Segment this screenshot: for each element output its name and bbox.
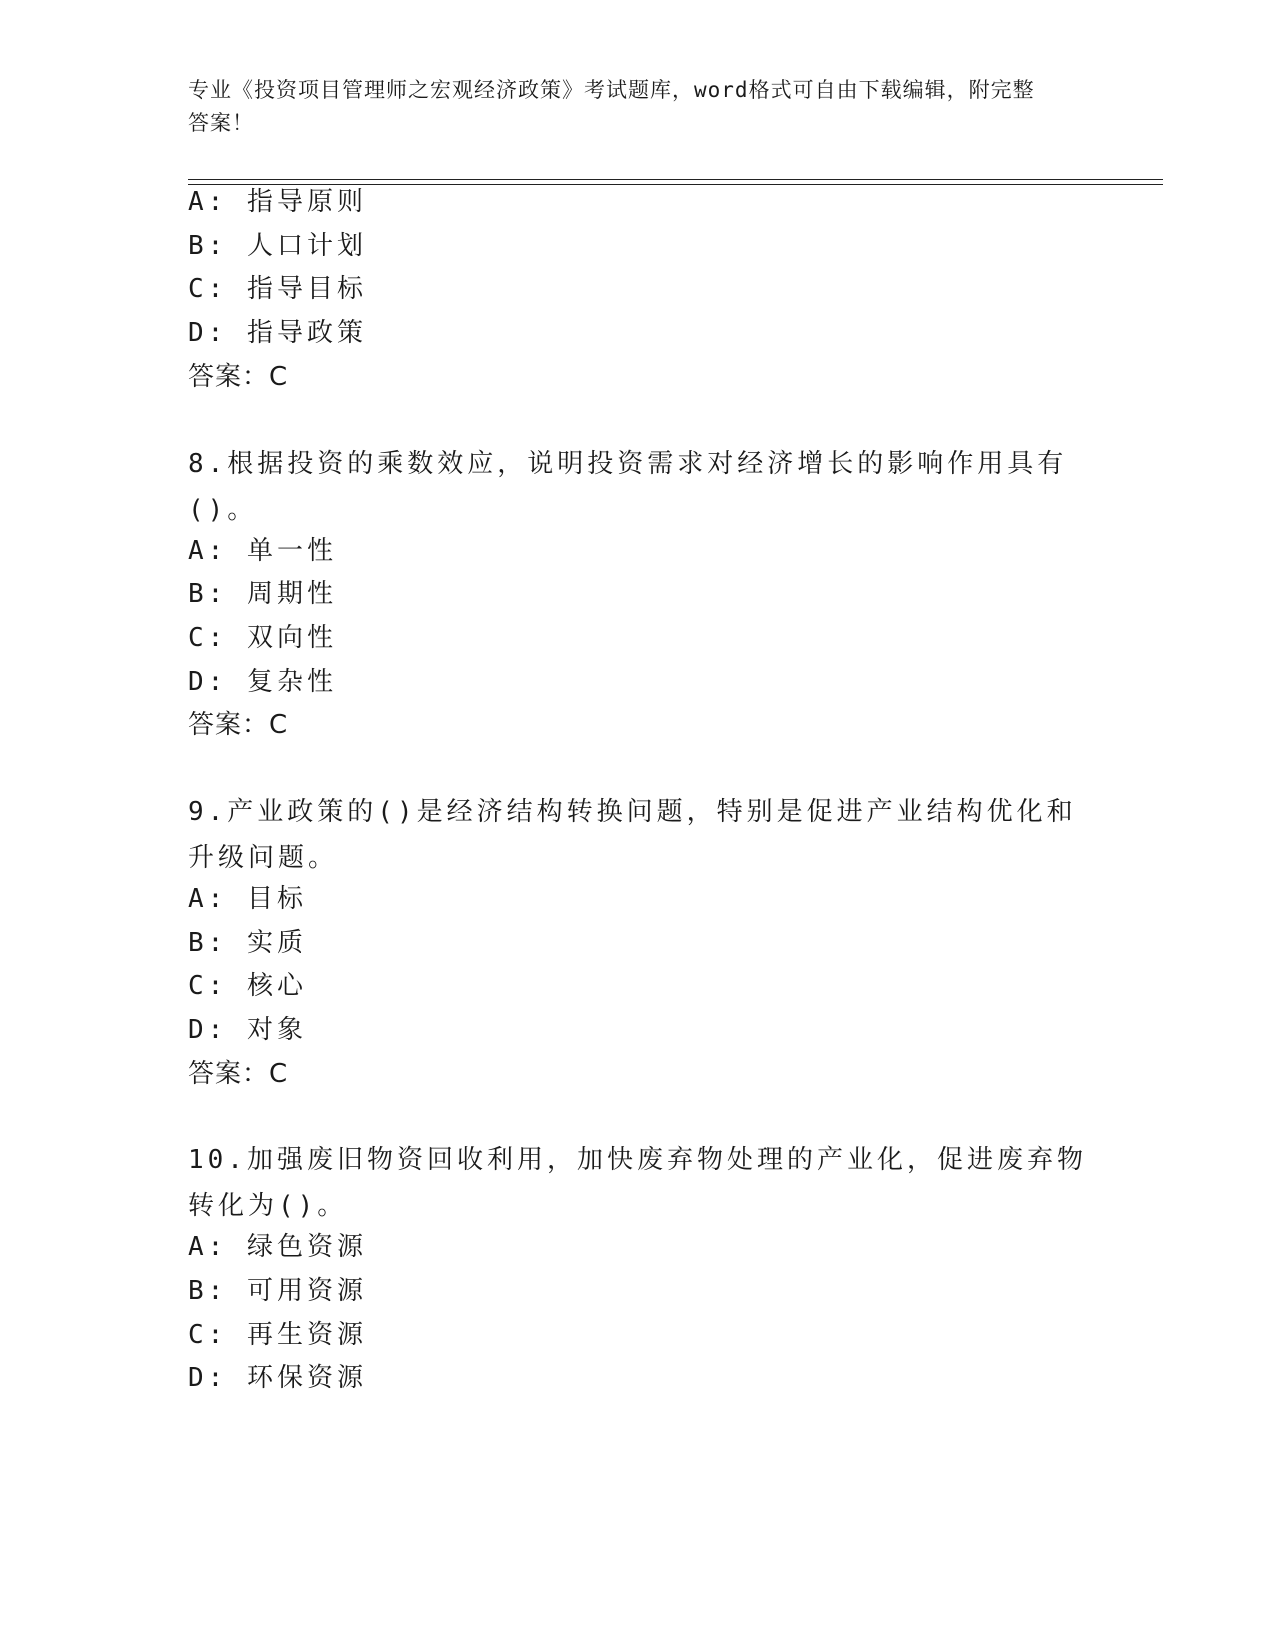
q9-option-b: B: 实质 <box>188 928 307 958</box>
q8-option-c: C: 双向性 <box>188 623 337 653</box>
q7-option-b: B: 人口计划 <box>188 231 367 261</box>
q9-option-c: C: 核心 <box>188 971 307 1001</box>
q8-stem: 8.根据投资的乘数效应，说明投资需求对经济增长的影响作用具有()。 <box>188 449 1068 525</box>
q8-option-b: B: 周期性 <box>188 579 337 609</box>
document-intro: 专业《投资项目管理师之宏观经济政策》考试题库，word格式可自由下载编辑，附完整答案！ <box>188 78 1035 135</box>
q10-option-b: B: 可用资源 <box>188 1276 367 1306</box>
q7-answer: 答案：C <box>188 362 289 392</box>
q8-option-d: D: 复杂性 <box>188 667 337 697</box>
q9-option-d: D: 对象 <box>188 1015 307 1045</box>
q10-stem: 10.加强废旧物资回收利用，加快废弃物处理的产业化，促进废弃物转化为()。 <box>188 1145 1087 1221</box>
q9-stem: 9.产业政策的()是经济结构转换问题，特别是促进产业结构优化和升级问题。 <box>188 797 1077 873</box>
q8-answer: 答案：C <box>188 710 289 740</box>
q7-option-d: D: 指导政策 <box>188 318 367 348</box>
q8-option-a: A: 单一性 <box>188 536 337 566</box>
q10-option-d: D: 环保资源 <box>188 1363 367 1393</box>
q9-answer: 答案：C <box>188 1059 289 1089</box>
q10-option-a: A: 绿色资源 <box>188 1232 367 1262</box>
q7-option-c: C: 指导目标 <box>188 274 367 304</box>
q7-option-a: A: 指导原则 <box>188 187 367 217</box>
q9-option-a: A: 目标 <box>188 884 307 914</box>
q10-option-c: C: 再生资源 <box>188 1320 367 1350</box>
